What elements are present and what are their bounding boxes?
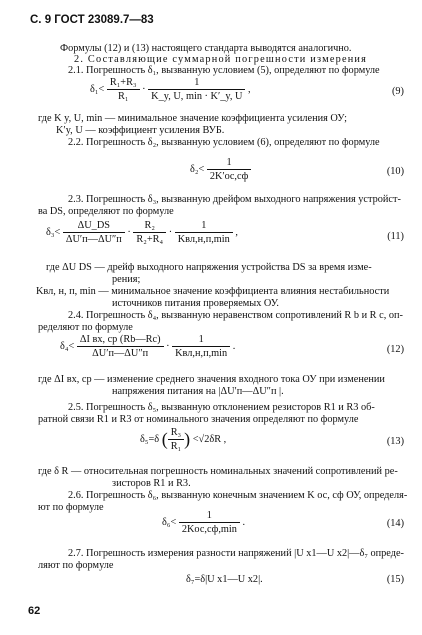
- eq9-frac1: $\frac{\text{R₁+R₃}}{\text{R₁}}$: [107, 77, 140, 102]
- def-delta-u-ds: где ΔU DS — дрейф выходного напряжения устройства DS за время изме-: [46, 262, 372, 273]
- equation-12: δ₄< $\frac{\text{ΔI вх, ср (Rb—Rc)}}{\Delta U'п—\Delta U''п}$ · $\frac{1}{\text{Kвл,н,п,min}}$ .: [60, 334, 236, 359]
- eq10-number: (10): [386, 166, 404, 177]
- eq11-lhs: δ₃<: [46, 226, 61, 238]
- para-2-3-cont: ва DS, определяют по формуле: [38, 206, 174, 217]
- para-2-3: 2.3. Погрешность δ₃, вызванную дрейфом выходного напряжения устройст-: [68, 194, 401, 205]
- para-2-5: 2.5. Погрешность δ₅, вызванную отклонением резисторов R1 и R3 об-: [68, 402, 375, 413]
- def-k-vl-cont: источников питания проверяемых ОУ.: [112, 298, 279, 309]
- eq12-frac2: $\frac{1}{\text{Kвл,н,п,min}}$: [172, 334, 230, 359]
- eq10-frac: $\frac{1}{2K'оc,сф}$: [207, 157, 252, 182]
- para-2-5-cont: ратной связи R1 и R3 от номинального значения определяют по формуле: [38, 414, 359, 425]
- equation-15: δ₇=δ|U x1—U x2|.: [186, 574, 263, 585]
- eq14-number: (14): [386, 518, 404, 529]
- para-2-4: 2.4. Погрешность δ₄, вызванную неравенством сопротивлений R b и R c, оп-: [68, 310, 403, 321]
- eq15-number: (15): [386, 574, 404, 585]
- eq13-number: (13): [386, 436, 404, 447]
- eq9-number: (9): [391, 86, 404, 97]
- def-k-min: где K y, U, min — минимальное значение коэффициента усиления ОУ;: [38, 113, 348, 124]
- def-delta-i-cont: напряжения питания на |ΔU′п—ΔU″п |.: [112, 386, 284, 397]
- eq12-frac1: $\frac{\text{ΔI вх, ср (Rb—Rc)}}{\Delta U'п—\Delta U''п}$: [77, 334, 164, 359]
- section-heading: 2. Составляющие суммарной погрешности измерения: [74, 54, 368, 65]
- page-number: 62: [28, 605, 41, 617]
- eq9-frac2: $\frac{1}{K\_y, U, \min \cdot K'\_y, U}$: [148, 77, 245, 102]
- def-k-vl: Kвл, н, п, min — минимальное значение коэффициента влияния нестабильности: [36, 286, 390, 297]
- def-delta-u-ds-cont: рения;: [112, 274, 141, 285]
- eq13-frac: $\frac{\text{R₃}}{\text{R₁}}$: [168, 427, 184, 452]
- def-delta-r-cont: зисторов R1 и R3.: [112, 478, 191, 489]
- eq12-number: (12): [386, 344, 404, 355]
- eq11-frac2: $\frac{\text{R₂}}{\text{R₂+R₄}}$: [133, 220, 166, 245]
- def-delta-i: где ΔI вх, ср — изменение среднего значения входного тока ОУ при изменении: [38, 374, 385, 385]
- eq9-lhs: δ₁<: [90, 83, 105, 95]
- equation-14: δ₆< $\frac{1}{\text{2Kос,сф,min}}$ .: [162, 510, 246, 535]
- eq10-lhs: δ₂<: [190, 163, 205, 175]
- equation-11: δ₃< $\frac{\Delta U\_DS}{\Delta U'п—\Delta U''п}$ · $\frac{\text{R₂}}{\text{R₂+R₄}}$ · $\frac{1}{\text{Kвл,н,п,min}}$ ,: [46, 220, 238, 245]
- eq11-frac1: $\frac{\Delta U\_DS}{\Delta U'п—\Delta U''п}$: [63, 220, 125, 245]
- eq13-lhs: δ₅=δ: [140, 433, 160, 445]
- equation-10: [190, 157, 251, 182]
- eq14-frac: $\frac{1}{\text{2Kос,сф,min}}$: [179, 510, 240, 535]
- eq11-frac3: $\frac{1}{\text{Kвл,н,п,min}}$: [175, 220, 233, 245]
- equation-13: δ₅=δ ( $\frac{\text{R₃}}{\text{R₁}}$ ) <√2δR ,: [140, 427, 227, 452]
- para-2-1: 2.1. Погрешность δ₁, вызванную условием (5), определяют по формуле: [68, 65, 380, 76]
- para-2-2: 2.2. Погрешность δ₂, вызванную условием (6), определяют по формуле: [68, 137, 380, 148]
- para-formulas-note: Формулы (12) и (13) настоящего стандарта выводятся аналогично.: [60, 43, 352, 54]
- para-2-4-cont: ределяют по формуле: [38, 322, 133, 333]
- equation-9: δ₁< $\frac{\text{R₁+R₃}}{\text{R₁}}$ · $\frac{1}{K\_y, U, \min \cdot K'\_y, U}$ ,: [90, 77, 251, 102]
- eq12-lhs: δ₄<: [60, 340, 75, 352]
- para-2-6-cont: ют по формуле: [38, 502, 104, 513]
- def-k-vub: K′y, U — коэффициент усиления ВУБ.: [56, 125, 225, 136]
- eq13-rhs: <√2δR ,: [192, 433, 227, 445]
- para-2-6: 2.6. Погрешность δ₆, вызванную конечным значением K ос, сф ОУ, определя-: [68, 490, 408, 501]
- page-header: С. 9 ГОСТ 23089.7—83: [30, 14, 154, 26]
- para-2-7-cont: ляют по формуле: [38, 560, 114, 571]
- eq11-number: (11): [387, 231, 404, 242]
- para-2-7: 2.7. Погрешность измерения разности напряжений |U x1—U x2|—δ₇ опреде-: [68, 548, 404, 559]
- def-delta-r: где δ R — относительная погрешность номинальных значений сопротивлений ре-: [38, 466, 398, 477]
- eq14-lhs: δ₆<: [162, 516, 177, 528]
